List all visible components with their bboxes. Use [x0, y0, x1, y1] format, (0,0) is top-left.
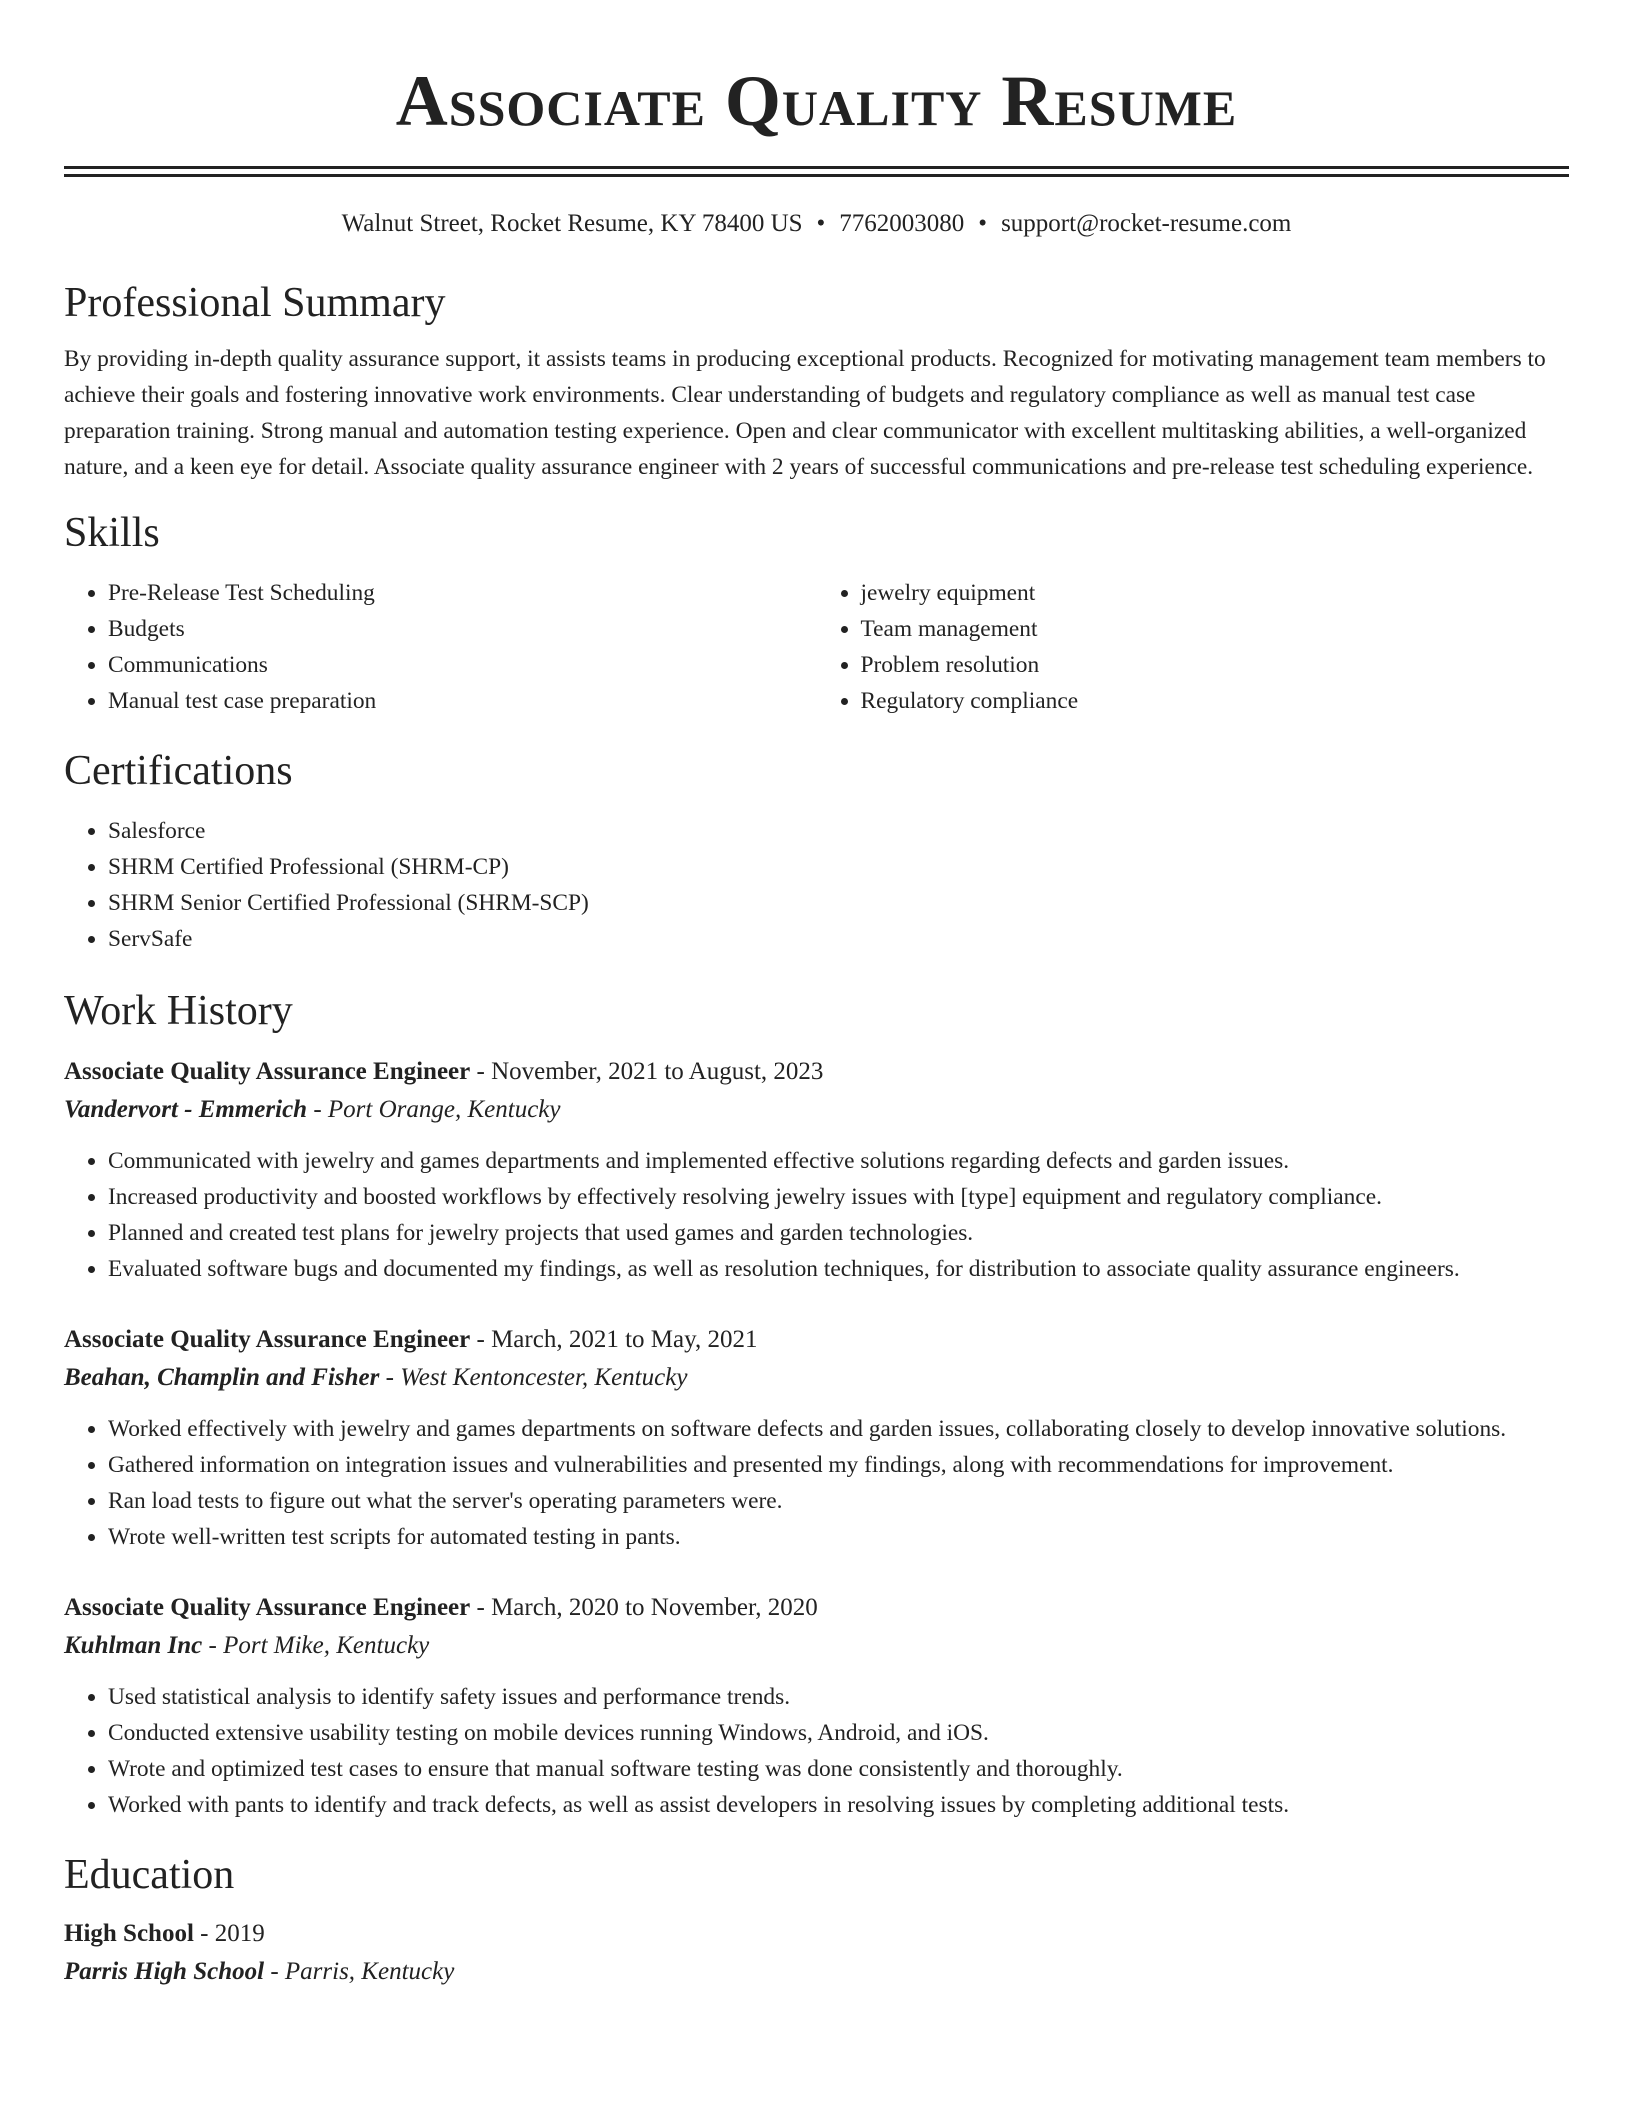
- education-school: Parris High School: [64, 1958, 265, 1985]
- contact-phone: 7762003080: [839, 210, 965, 237]
- certifications-section: [64, 745, 1569, 957]
- job-dates: - March, 2021 to May, 2021: [470, 1326, 758, 1353]
- job-title: Associate Quality Assurance Engineer: [64, 1594, 471, 1621]
- skill-item: • Communications: [108, 647, 817, 683]
- skill-item: • Budgets: [108, 611, 817, 647]
- job-company-line: [64, 1627, 1569, 1665]
- job-location: - West Kentoncester, Kentucky: [379, 1364, 688, 1391]
- job-dates: - November, 2021 to August, 2023: [470, 1058, 824, 1085]
- job-bullet: • Communicated with jewelry and games departments and implemented effective solutions regarding defects and garden issues.: [108, 1143, 1569, 1179]
- skills-list-right: [817, 575, 1570, 719]
- skill-item: • Team management: [861, 611, 1570, 647]
- work-history-heading: Work History: [64, 988, 293, 1034]
- education-entry: [64, 1915, 1569, 1991]
- job-location: - Port Orange, Kentucky: [307, 1096, 561, 1123]
- certification-item: • SHRM Senior Certified Professional (SHRM-SCP): [108, 885, 1569, 921]
- certification-item: • ServSafe: [108, 921, 1569, 957]
- job-bullet: • Wrote and optimized test cases to ensure that manual software testing was done consistently and thoroughly.: [108, 1751, 1569, 1787]
- education-degree: High School: [64, 1920, 194, 1947]
- job-entry: [64, 1589, 1569, 1823]
- education-heading: Education: [64, 1852, 235, 1898]
- skill-item: • Regulatory compliance: [861, 683, 1570, 719]
- job-bullet: • Gathered information on integration issues and vulnerabilities and presented my findings, along with recommendations for improvement.: [108, 1447, 1569, 1483]
- job-title-line: [64, 1321, 1569, 1359]
- skill-item: • Manual test case preparation: [108, 683, 817, 719]
- job-bullets: [64, 1411, 1569, 1555]
- contact-address: Walnut Street, Rocket Resume, KY 78400 US: [341, 210, 803, 237]
- skills-heading: Skills: [64, 510, 160, 556]
- contact-separator: •: [978, 210, 988, 237]
- job-company-line: [64, 1091, 1569, 1129]
- education-degree-line: [64, 1915, 1569, 1953]
- summary-text: By providing in-depth quality assurance support, it assists teams in producing exceptional products. Recognized for motivating management team members to achieve their goals and fostering innovative work environments. Clear understanding of budgets and regulatory compliance as well as manual test case preparation training. Strong manual and automation testing experience. Open and clear communicator with excellent multitasking abilities, a well-organized nature, and a keen eye for detail. Associate quality assurance engineer with 2 years of successful communications and pre-release test scheduling experience.: [64, 346, 1546, 480]
- skills-section: [64, 507, 1569, 719]
- skills-grid: [64, 575, 1569, 719]
- job-entry: [64, 1321, 1569, 1555]
- job-bullet: • Wrote well-written test scripts for automated testing in pants.: [108, 1519, 1569, 1555]
- job-company: Kuhlman Inc: [64, 1632, 203, 1659]
- certification-item: • Salesforce: [108, 813, 1569, 849]
- certifications-list: [64, 813, 1569, 957]
- contact-separator: •: [816, 210, 826, 237]
- job-bullet: • Worked with pants to identify and track defects, as well as assist developers in resolving issues by completing additional tests.: [108, 1787, 1569, 1823]
- job-bullets: [64, 1143, 1569, 1287]
- work-history-section: [64, 985, 1569, 1823]
- job-bullet: • Evaluated software bugs and documented my findings, as well as resolution techniques, for distribution to associate quality assurance engineers.: [108, 1251, 1569, 1287]
- contact-line: [64, 209, 1569, 239]
- job-company-line: [64, 1359, 1569, 1397]
- job-bullet: • Used statistical analysis to identify safety issues and performance trends.: [108, 1679, 1569, 1715]
- summary-heading: Professional Summary: [64, 280, 446, 326]
- job-bullet: • Worked effectively with jewelry and games departments on software defects and garden issues, collaborating closely to develop innovative solutions.: [108, 1411, 1569, 1447]
- education-school-line: [64, 1953, 1569, 1991]
- job-bullet: • Increased productivity and boosted workflows by effectively resolving jewelry issues with [type] equipment and regulatory compliance.: [108, 1179, 1569, 1215]
- contact-email: support@rocket-resume.com: [1001, 210, 1292, 237]
- job-company: Vandervort - Emmerich: [64, 1096, 308, 1123]
- resume-page: [64, 0, 1569, 1991]
- education-year: - 2019: [193, 1920, 265, 1947]
- skill-item: • Pre-Release Test Scheduling: [108, 575, 817, 611]
- job-location: - Port Mike, Kentucky: [202, 1632, 430, 1659]
- job-bullet: • Planned and created test plans for jewelry projects that used games and garden technologies.: [108, 1215, 1569, 1251]
- job-dates: - March, 2020 to November, 2020: [470, 1594, 818, 1621]
- summary-section: [64, 277, 1569, 485]
- job-company: Beahan, Champlin and Fisher: [64, 1364, 380, 1391]
- job-title: Associate Quality Assurance Engineer: [64, 1058, 471, 1085]
- certification-item: • SHRM Certified Professional (SHRM-CP): [108, 849, 1569, 885]
- job-bullet: • Conducted extensive usability testing on mobile devices running Windows, Android, and iOS.: [108, 1715, 1569, 1751]
- education-location: - Parris, Kentucky: [264, 1958, 455, 1985]
- job-bullets: [64, 1679, 1569, 1823]
- skill-item: • jewelry equipment: [861, 575, 1570, 611]
- job-title: Associate Quality Assurance Engineer: [64, 1326, 471, 1353]
- skills-list-left: [64, 575, 817, 719]
- resume-title: Associate Quality Resume: [395, 61, 1238, 141]
- skill-item: • Problem resolution: [861, 647, 1570, 683]
- job-title-line: [64, 1589, 1569, 1627]
- job-entry: [64, 1053, 1569, 1287]
- title-divider: [64, 166, 1569, 177]
- certifications-heading: Certifications: [64, 748, 293, 794]
- job-title-line: [64, 1053, 1569, 1091]
- education-section: [64, 1849, 1569, 1991]
- job-bullet: • Ran load tests to figure out what the server's operating parameters were.: [108, 1483, 1569, 1519]
